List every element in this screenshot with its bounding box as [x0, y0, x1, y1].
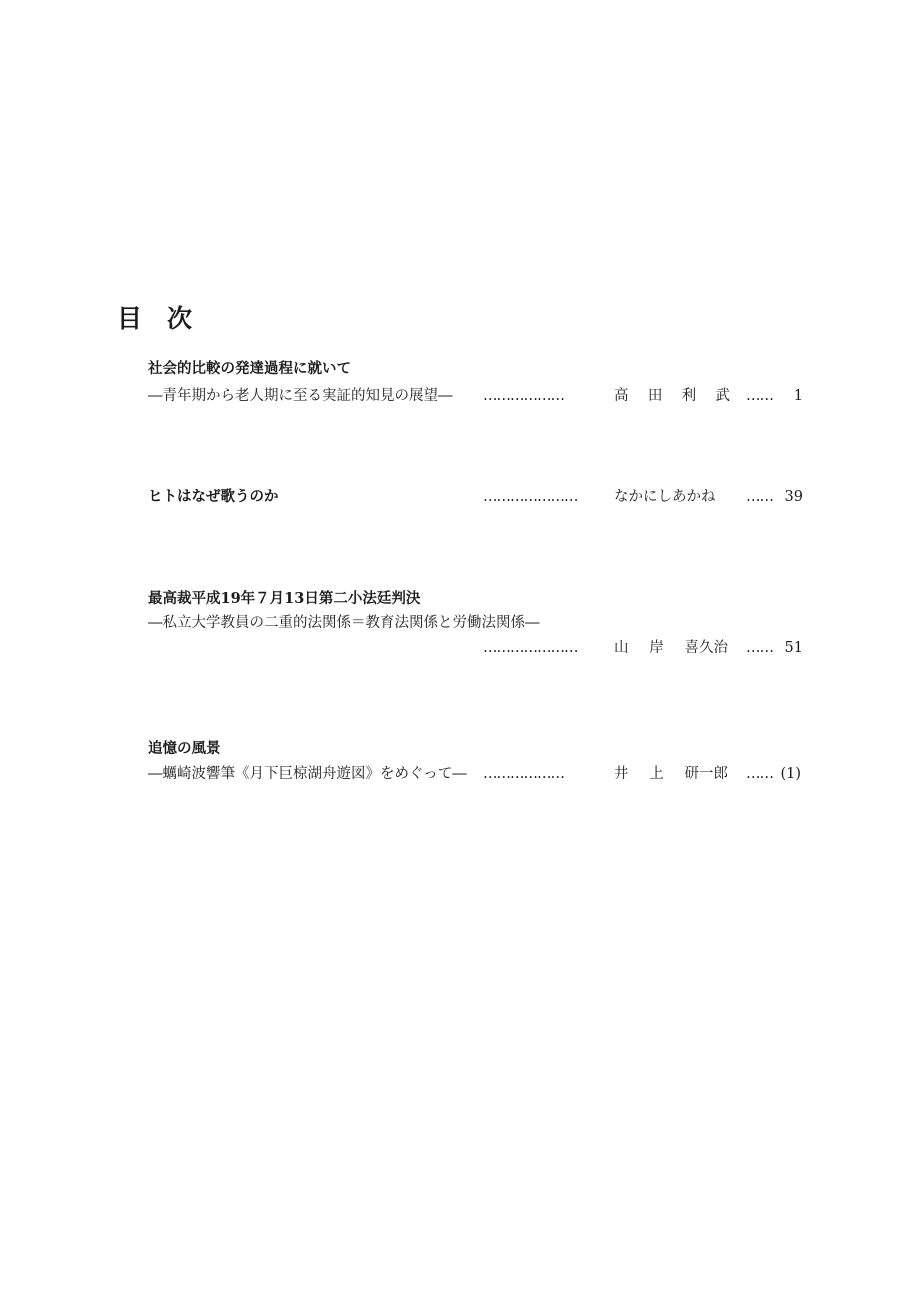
toc-entry-author: なかにしあかね	[614, 489, 716, 505]
toc-entry-subtitle[interactable]: ―青年期から老人期に至る実証的知見の展望―	[148, 388, 453, 404]
toc-entry-2-title-line	[0, 486, 917, 508]
toc-entry-4-detail-line	[0, 763, 917, 785]
toc-entry-3-subtitle-line	[0, 612, 917, 634]
toc-page-number[interactable]: 1	[793, 388, 803, 404]
toc-entry-author: 井 上 研一郎	[614, 766, 728, 782]
dot-leader: ……	[746, 388, 773, 404]
toc-entry-author: 高 田 利 武	[614, 388, 730, 404]
dot-leader: ………………	[483, 766, 564, 782]
toc-entry-1-detail-line	[0, 385, 917, 407]
dot-leader: …………………	[483, 489, 578, 505]
toc-entry-3-detail-line	[0, 637, 917, 659]
toc-entry-1-title-line	[0, 358, 917, 380]
toc-entry-3-title-line	[0, 588, 917, 610]
toc-entry-4-title-line	[0, 738, 917, 760]
dot-leader: ……	[746, 489, 773, 505]
toc-page-number[interactable]: 51	[784, 640, 803, 656]
toc-entry-title[interactable]: 最高裁平成19年７月13日第二小法廷判決	[148, 590, 421, 607]
dot-leader: ………………	[483, 388, 564, 404]
toc-entry-title[interactable]: 追憶の風景	[148, 740, 221, 757]
dot-leader: …………………	[483, 640, 578, 656]
dot-leader: ……	[746, 640, 773, 656]
toc-entry-title[interactable]: ヒトはなぜ歌うのか	[148, 488, 279, 505]
toc-page-number[interactable]: 39	[784, 489, 803, 505]
dot-leader: ……	[746, 766, 773, 782]
page-title: 目 次	[117, 304, 193, 333]
toc-page-number[interactable]: (1)	[780, 766, 801, 782]
toc-entry-title[interactable]: 社会的比較の発達過程に就いて	[148, 360, 351, 377]
toc-entry-author: 山 岸 喜久治	[614, 640, 728, 656]
toc-entry-subtitle[interactable]: ―私立大学教員の二重的法関係＝教育法関係と労働法関係―	[148, 615, 540, 631]
toc-entry-subtitle[interactable]: ―蠣崎波響筆《月下巨椋湖舟遊図》をめぐって―	[148, 766, 467, 782]
